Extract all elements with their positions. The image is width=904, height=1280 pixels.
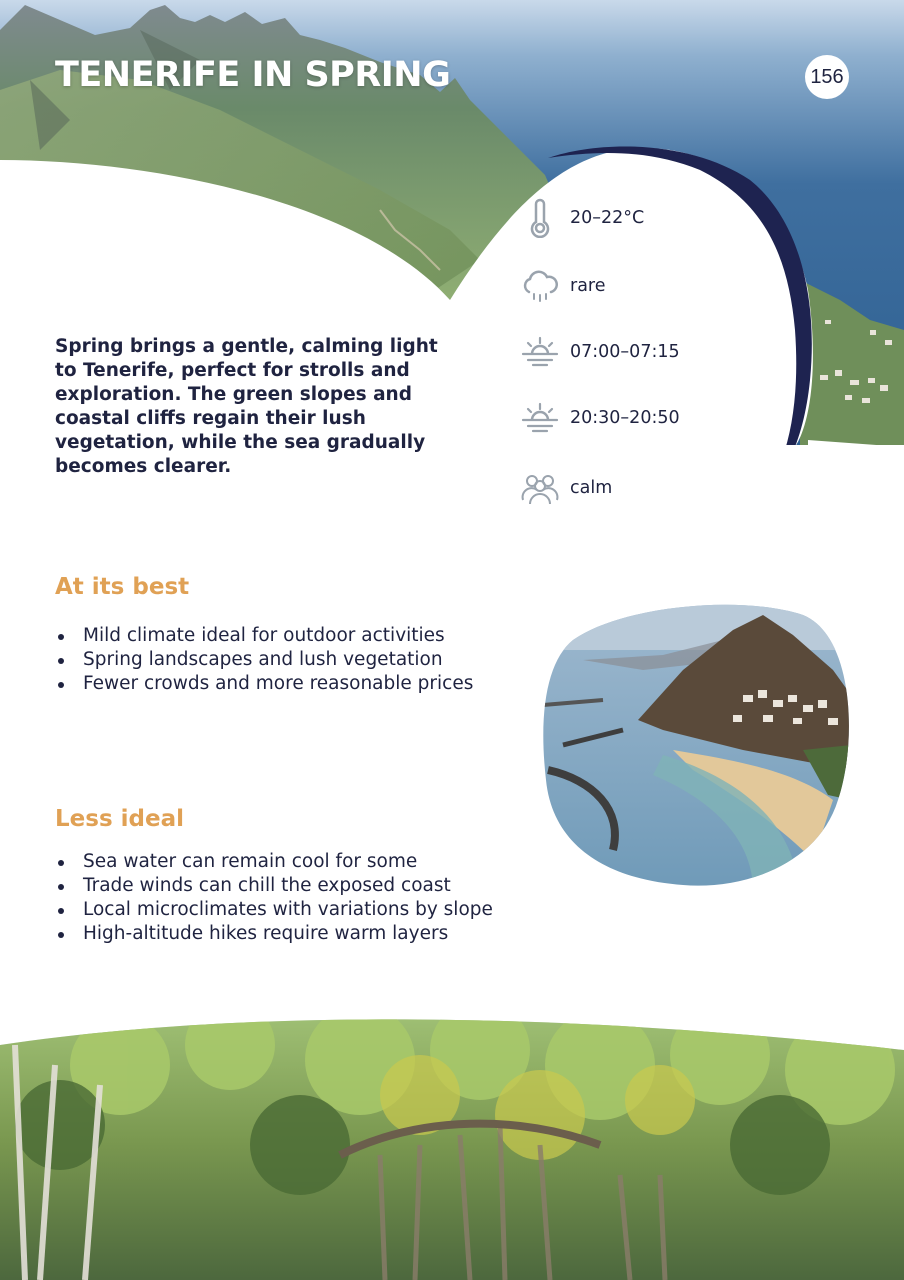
fact-sunrise [518,329,680,375]
less-heading: Less ideal [55,806,184,832]
rain-cloud-icon [518,264,562,308]
page-title: TENERIFE IN SPRING [55,55,451,95]
crowd-icon [518,466,562,510]
best-heading: At its best [55,574,190,600]
list-item: Spring landscapes and lush vegetation [55,648,473,672]
list-item: High-altitude hikes require warm layers [55,922,493,946]
list-item: Mild climate ideal for outdoor activities [55,624,473,648]
list-item: Sea water can remain cool for some [55,850,493,874]
fact-rain-value: rare [570,276,606,296]
less-list [55,850,493,946]
fact-sunset [518,395,680,441]
list-item: Fewer crowds and more reasonable prices [55,672,473,696]
fact-temperature [518,195,644,241]
beach-photo [543,600,851,890]
fact-sunset-value: 20:30–20:50 [570,408,680,428]
sunset-icon [518,396,562,440]
list-item: Local microclimates with variations by slope [55,898,493,922]
list-item: Trade winds can chill the exposed coast [55,874,493,898]
fact-crowd [518,465,612,511]
best-list [55,624,473,696]
intro-paragraph: Spring brings a gentle, calming light to Tenerife, perfect for strolls and exploration. The green slopes and coastal cliffs regain their lush vegetation, while the sea gradually becomes clearer. [55,336,438,477]
sunrise-icon [518,330,562,374]
fact-crowd-value: calm [570,478,613,498]
thermometer-icon [518,196,562,240]
fact-temperature-value: 20–22°C [570,208,645,228]
page-number: 156 [805,55,849,99]
fact-sunrise-value: 07:00–07:15 [570,342,680,362]
forest-photo [0,1005,904,1280]
fact-rain [518,263,606,309]
